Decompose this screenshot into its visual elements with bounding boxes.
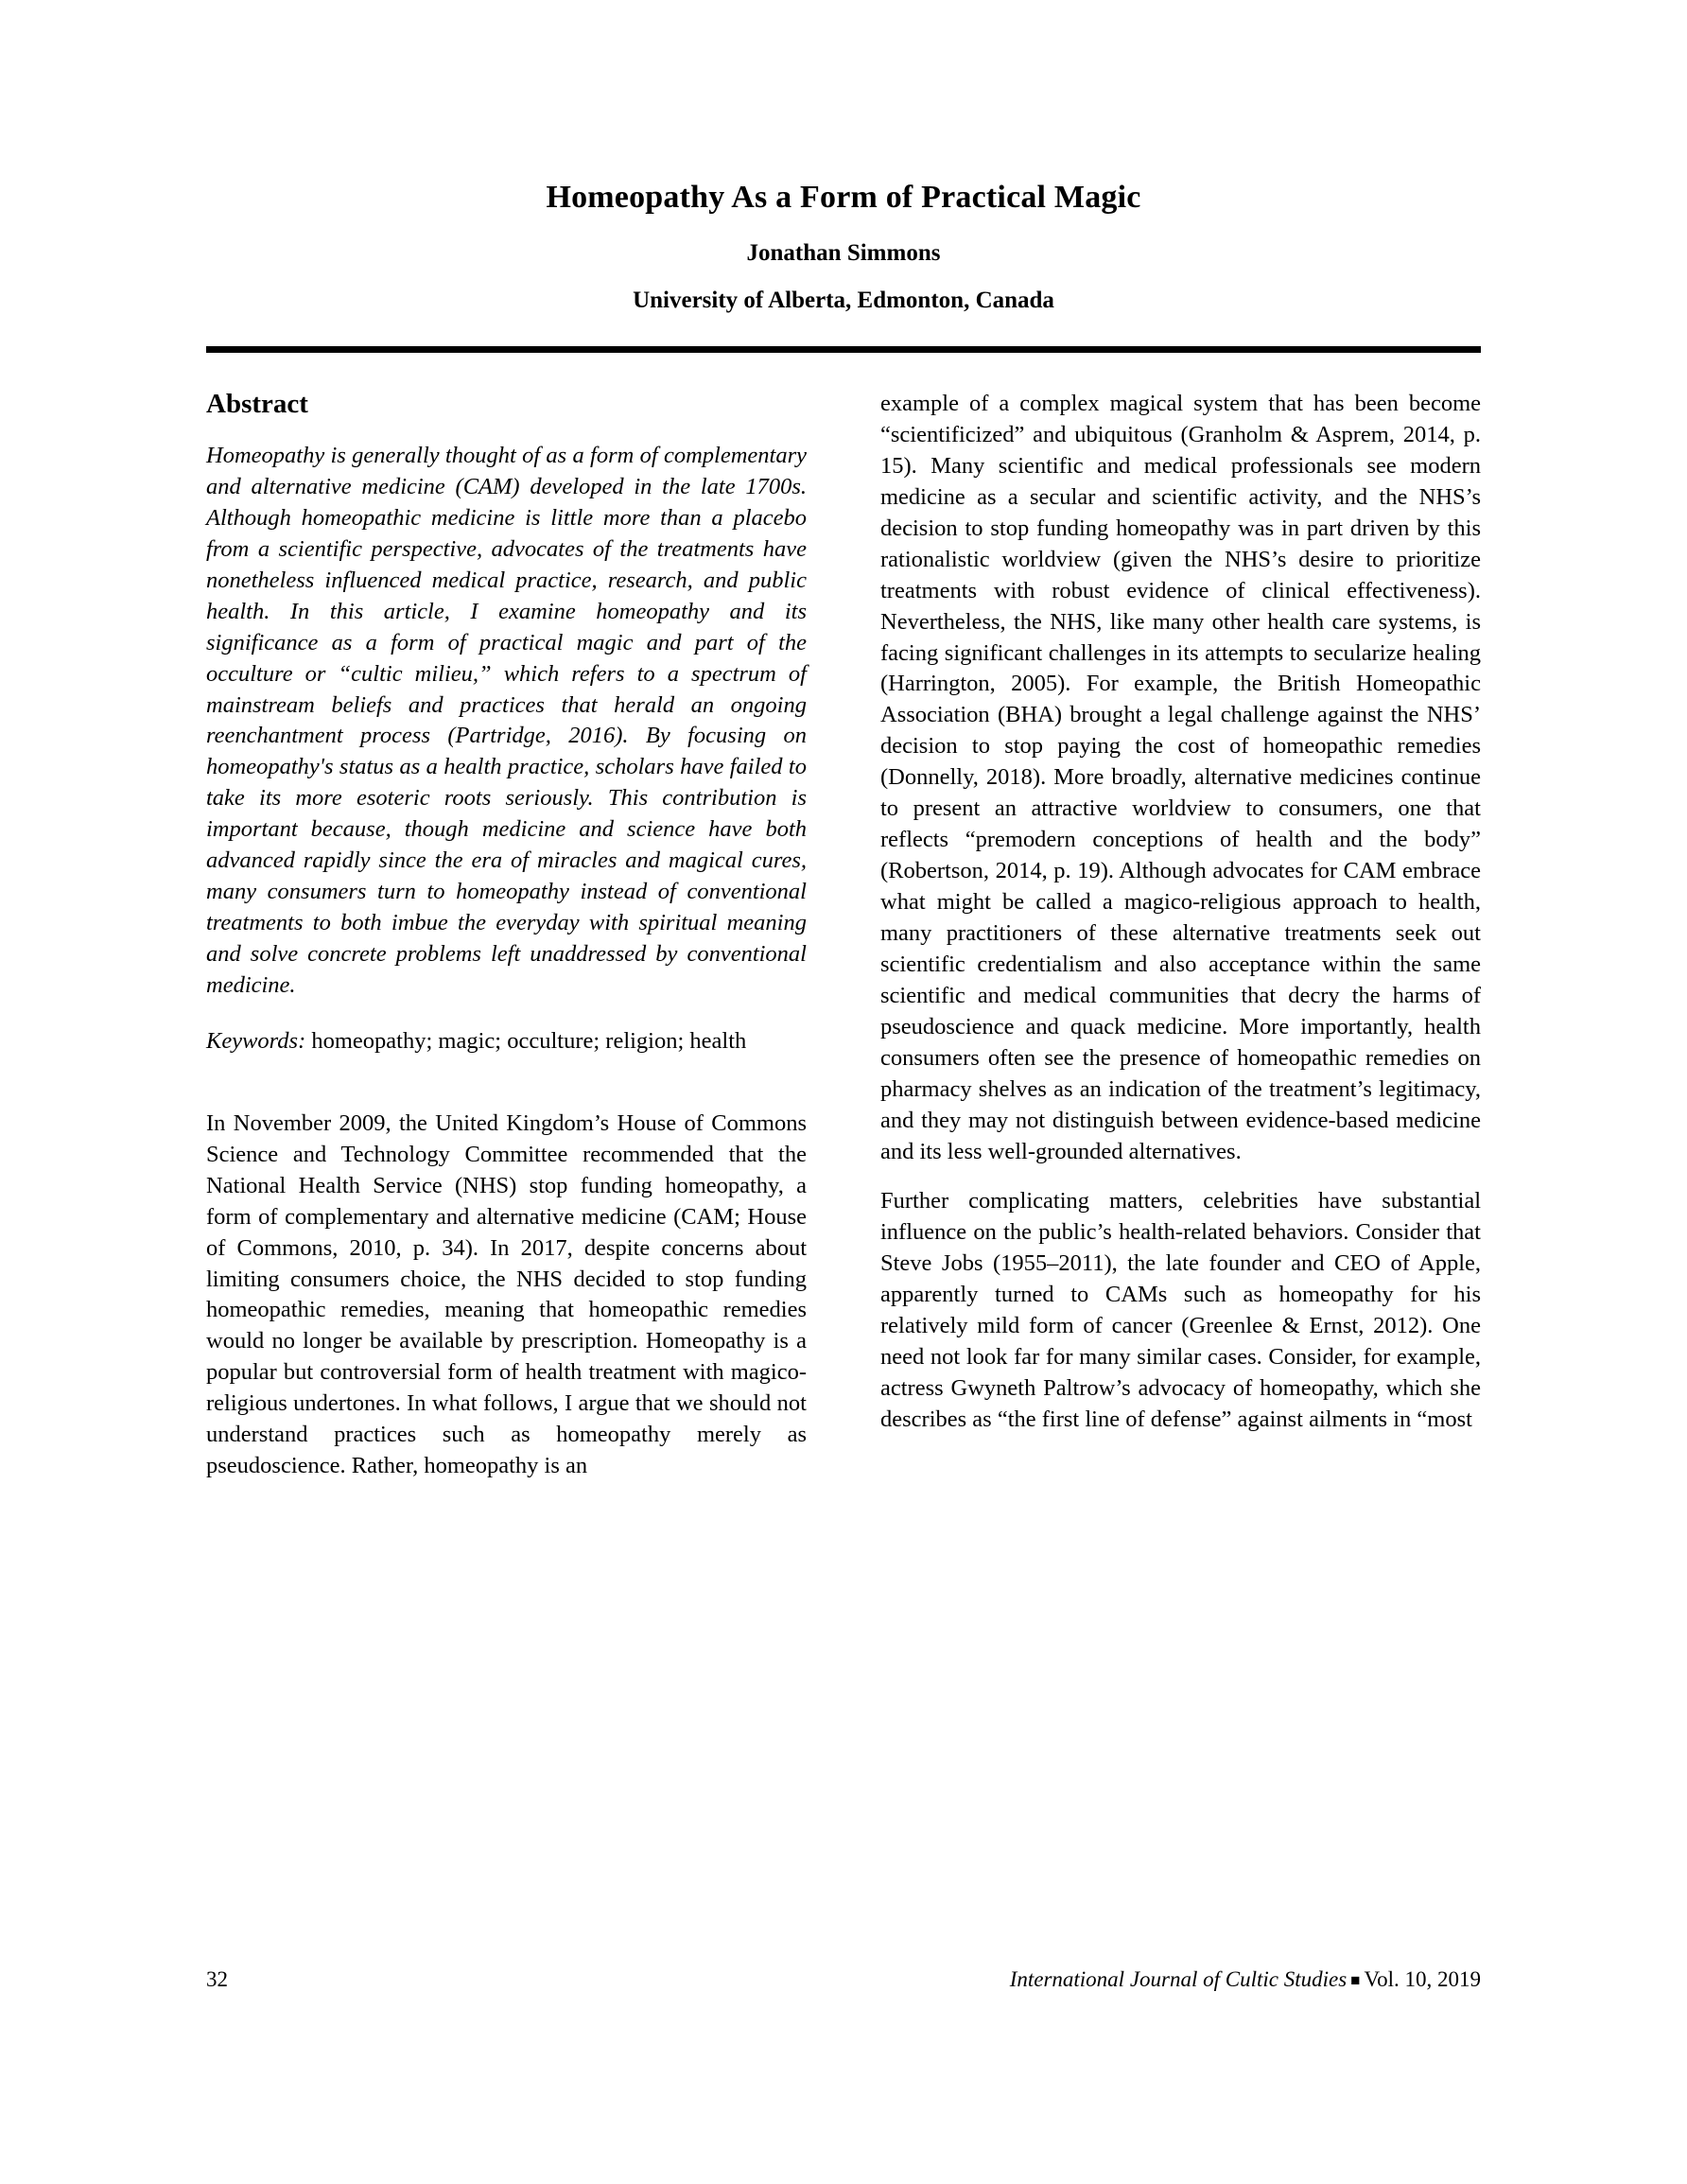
keywords-line: [206, 1026, 807, 1057]
intro-paragraph: In November 2009, the United Kingdom’s House of Commons Science and Technology Committee recommended that the National Health Service (NHS) stop funding homeopathy, a form of complementary and alternative medicine (CAM; House of Commons, 2010, p. 34). In 2017, despite concerns about limiting consumers choice, the NHS decided to stop funding homeopathic remedies, meaning that homeopathic remedies would no longer be available by prescription. Homeopathy is a popular but controversial form of health treatment with magico-religious undertones. In what follows, I argue that we should not understand practices such as homeopathy merely as pseudoscience. Rather, homeopathy is an: [206, 1109, 807, 1479]
author-affiliation: University of Alberta, Edmonton, Canada: [633, 288, 1054, 313]
footer-separator-icon: ■: [1350, 1971, 1361, 1989]
two-column-body: [206, 389, 1481, 1501]
header-divider: [206, 346, 1481, 353]
abstract-paragraph: Homeopathy is generally thought of as a form of complementary and alternative medicine (CAM) developed in the late 1700s. Although homeopathic medicine is little more than a placebo from a scientific perspective, advocates of the treatments have nonetheless influenced medical practice, research, and public health. In this article, I examine homeopathy and its significance as a form of practical magic and part of the occulture or “cultic milieu,” which refers to a spectrum of mainstream beliefs and practices that herald an ongoing reenchantment process (Partridge, 2016). By focusing on homeopathy's status as a health practice, scholars have failed to take its more esoteric roots seriously. This contribution is important because, though medicine and science have both advanced rapidly since the era of miracles and magical cures, many consumers turn to homeopathy instead of conventional treatments to both imbue the everyday with spiritual meaning and solve concrete problems left unaddressed by conventional medicine.: [206, 443, 807, 998]
page-number: 32: [206, 1967, 228, 1991]
page-footer: [206, 1967, 1481, 1992]
left-column: [206, 389, 807, 1501]
journal-volume: Vol. 10, 2019: [1364, 1967, 1481, 1991]
article-content: [206, 180, 1481, 1501]
keywords-label: Keywords:: [206, 1027, 306, 1054]
right-column: [880, 389, 1481, 1501]
body-paragraph-2: Further complicating matters, celebrities have substantial influence on the public’s health-related behaviors. Consider that Steve Jobs (1955–2011), the late founder and CEO of Apple, apparently turned to CAMs such as homeopathy for his relatively mild form of cancer (Greenlee & Ernst, 2012). One need not look far for many similar cases. Consider, for example, actress Gwyneth Paltrow’s advocacy of homeopathy, which she describes as “the first line of defense” against ailments in “most: [880, 1188, 1481, 1432]
journal-title: International Journal of Cultic Studies: [1009, 1967, 1348, 1991]
abstract-heading: Abstract: [206, 389, 308, 419]
body-paragraph-1: example of a complex magical system that has been become “scientificized” and ubiquitous (Granholm & Asprem, 2014, p. 15). Many scientific and medical professionals see modern medicine as a secular and scientific activity, and the NHS’s decision to stop funding homeopathy was in part driven by this rationalistic worldview (given the NHS’s desire to prioritize treatments with robust evidence of clinical effectiveness). Nevertheless, the NHS, like many other health care systems, is facing significant challenges in its attempts to secularize healing (Harrington, 2005). For example, the British Homeopathic Association (BHA) brought a legal challenge against the NHS’ decision to stop paying the cost of homeopathic remedies (Donnelly, 2018). More broadly, alternative medicines continue to present an attractive worldview to consumers, one that reflects “premodern conceptions of health and the body” (Robertson, 2014, p. 19). Although advocates for CAM embrace what might be called a magico-religious approach to health, many practitioners of these alternative treatments seek out scientific credentialism and also acceptance within the same scientific and medical communities that decry the harms of pseudoscience and quack medicine. More importantly, health consumers often see the presence of homeopathic remedies on pharmacy shelves as an indication of the treatment’s legitimacy, and they may not distinguish between evidence-based medicine and its less well-grounded alternatives.: [880, 391, 1481, 1164]
page-title: Homeopathy As a Form of Practical Magic: [546, 180, 1141, 215]
keywords-value: homeopathy; magic; occulture; religion; health: [305, 1027, 747, 1054]
author-name: Jonathan Simmons: [746, 240, 941, 266]
journal-citation: [1010, 1967, 1481, 1992]
